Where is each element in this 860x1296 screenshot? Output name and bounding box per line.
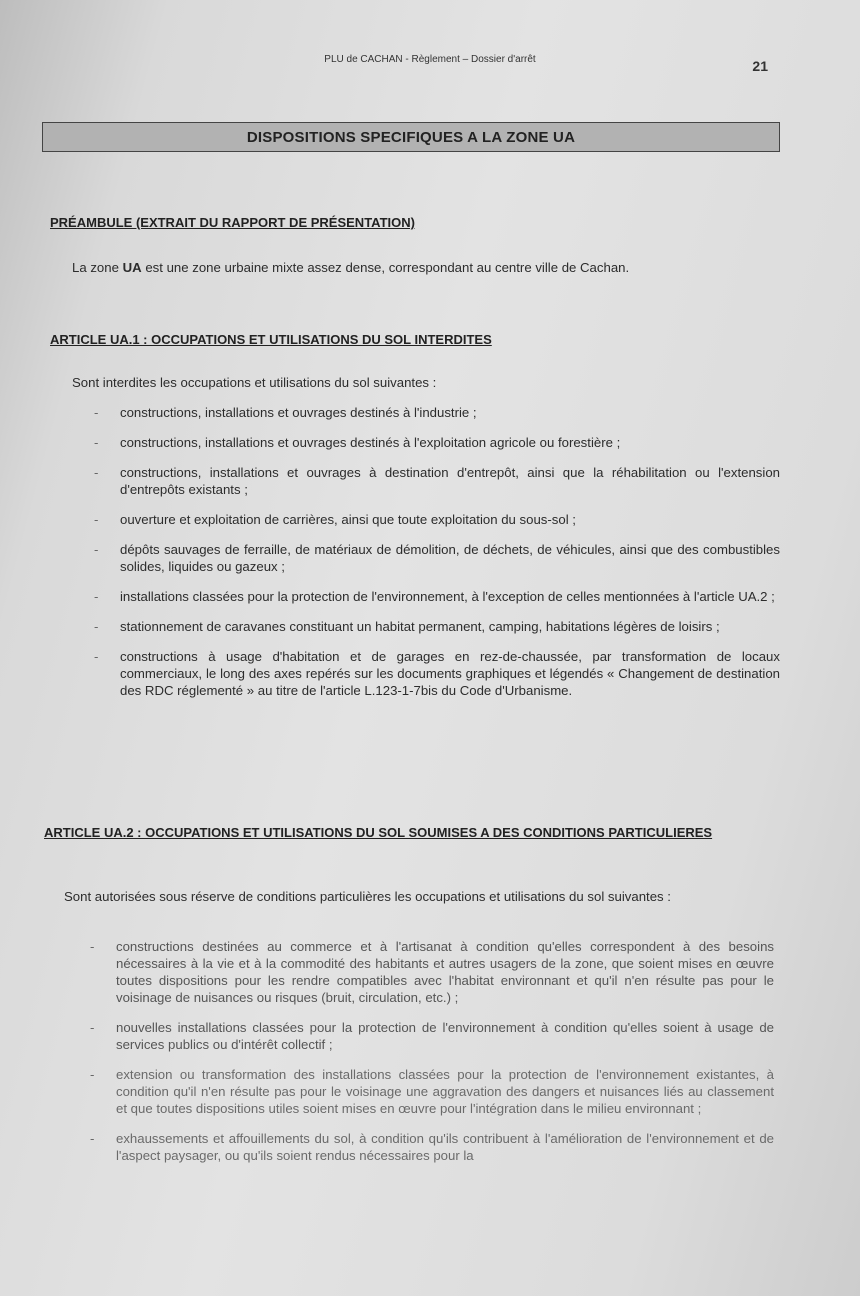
bullet-dash: -: [90, 939, 95, 954]
zone-banner-title: DISPOSITIONS SPECIFIQUES A LA ZONE UA: [246, 128, 576, 146]
list-item: - constructions, installations et ouvrages destinés à l'industrie ;: [94, 405, 477, 420]
list-item: - dépôts sauvages de ferraille, de matériaux de démolition, de déchets, de véhicules, ainsi que des combustibles solides, liquides ou gazeux ;: [94, 542, 780, 574]
running-header: PLU de CACHAN - Règlement – Dossier d'arrêt: [324, 54, 536, 65]
list-item: - installations classées pour la protection de l'environnement, à l'exception de celles mentionnées à l'article UA.2 ;: [94, 589, 775, 604]
list-item: - stationnement de caravanes constituant un habitat permanent, camping, habitations légères de loisirs ;: [94, 619, 720, 634]
preamble-zone-code: UA: [122, 260, 142, 275]
bullet-dash: -: [94, 589, 99, 604]
preamble-text-suffix: est une zone urbaine mixte assez dense, correspondant au centre ville de Cachan.: [141, 260, 630, 275]
list-item: - constructions destinées au commerce et à l'artisanat à condition qu'elles correspondent à des besoins nécessaires à la vie et à la commodité des habitants et autres usagers de la zone, que soient mises en œuvre toutes dispositions pour les rendre compatibles avec l'habitat environnant et qu'il n'en résulte pas pour le voisinage de nuisances ou risques (bruit, circulation, etc.) ;: [90, 939, 774, 1005]
list-item: - ouverture et exploitation de carrières, ainsi que toute exploitation du sous-sol ;: [94, 512, 576, 527]
bullet-dash: -: [94, 619, 99, 634]
list-item: - constructions à usage d'habitation et de garages en rez-de-chaussée, par transformation de locaux commerciaux, le long des axes repérés sur les documents graphiques et légendés « Changement de destination des RDC réglementé » au titre de l'article L.123-1-7bis du Code d'Urbanisme.: [94, 649, 780, 698]
page-number: 21: [752, 58, 768, 74]
list-item: - nouvelles installations classées pour la protection de l'environnement à condition qu'elles soient à usage de services publics ou d'intérêt collectif ;: [90, 1020, 774, 1052]
bullet-dash: -: [94, 649, 99, 664]
bullet-dash: -: [94, 435, 99, 450]
bullet-dash: -: [90, 1067, 95, 1082]
article-ua2-title: ARTICLE UA.2 : OCCUPATIONS ET UTILISATIONS DU SOL SOUMISES A DES CONDITIONS PARTICULIERES: [44, 825, 713, 840]
list-item: - constructions, installations et ouvrages destinés à l'exploitation agricole ou forestière ;: [94, 435, 621, 450]
bullet-dash: -: [90, 1131, 95, 1146]
article-ua2-intro: Sont autorisées sous réserve de conditions particulières les occupations et utilisations du sol suivantes :: [64, 889, 671, 904]
bullet-dash: -: [94, 512, 99, 527]
bullet-dash: -: [94, 542, 99, 557]
zone-banner: [42, 122, 780, 152]
preamble-title: PRÉAMBULE (EXTRAIT DU RAPPORT DE PRÉSENTATION): [50, 215, 415, 230]
list-item: - constructions, installations et ouvrages à destination d'entrepôt, ainsi que la réhabilitation ou l'extension d'entrepôts existants ;: [94, 465, 780, 497]
bullet-dash: -: [90, 1020, 95, 1035]
bullet-dash: -: [94, 465, 99, 480]
preamble-text: [72, 259, 776, 276]
list-item: - extension ou transformation des installations classées pour la protection de l'environnement existantes, à condition qu'il n'en résulte pas pour le voisinage une aggravation des dangers et nuisances liés au classement et que toutes dispositions utiles soient mises en œuvre pour l'intégration dans le milieu environnant ;: [90, 1067, 774, 1116]
list-item: - exhaussements et affouillements du sol, à condition qu'ils contribuent à l'amélioration de l'environnement et de l'aspect paysager, ou qu'ils soient rendus nécessaires pour la: [90, 1131, 774, 1163]
article-ua1-intro: Sont interdites les occupations et utilisations du sol suivantes :: [72, 375, 437, 390]
article-ua1-title: ARTICLE UA.1 : OCCUPATIONS ET UTILISATIONS DU SOL INTERDITES: [50, 332, 492, 347]
article-ua1-list: [94, 404, 780, 712]
bullet-dash: -: [94, 405, 99, 420]
preamble-text-prefix: La zone: [72, 260, 123, 275]
article-ua2-list: [90, 938, 774, 1177]
